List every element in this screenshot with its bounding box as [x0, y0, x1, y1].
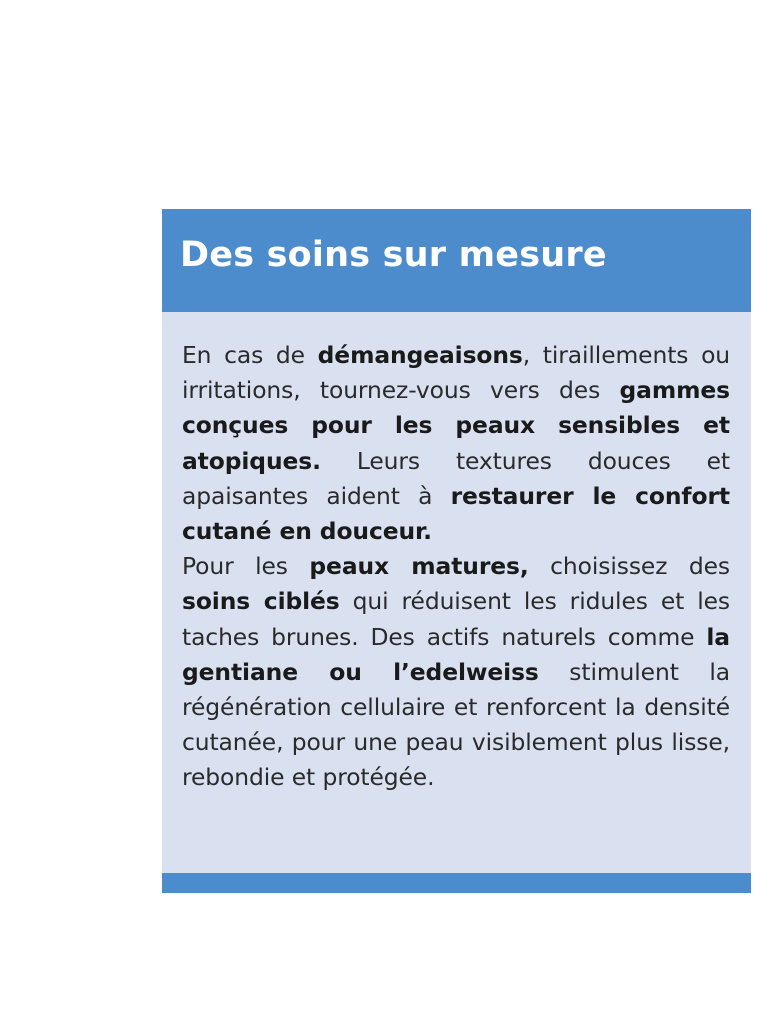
highlight-text: soins ciblés [182, 587, 340, 616]
highlight-text: la gentiane ou l’edelweiss [182, 622, 730, 686]
info-box-header [162, 209, 751, 312]
text-segment: Pour les [182, 552, 310, 581]
paragraph-mature-skin [182, 549, 730, 795]
info-box-title: Des soins sur mesure [180, 235, 607, 275]
highlight-text: gammes conçues pour les peaux sensibles et atopiques. [182, 376, 730, 475]
info-box-footer-bar [162, 873, 751, 893]
text-segment: , tiraillements ou irritations, tournez-vous vers des [182, 341, 731, 405]
highlight-text: restaurer le confort cutané en douceur. [182, 481, 730, 546]
text-segment: En cas de [182, 341, 318, 369]
highlight-text: démangeaisons [317, 341, 523, 369]
text-segment: stimulent la régénération cellulaire et renforcent la densité cutanée, pour une peau visiblement plus lisse, rebondie et protégée. [182, 657, 730, 792]
text-segment: Leurs textures douces et apaisantes aident à [182, 446, 730, 510]
highlight-text: peaux matures, [309, 552, 529, 581]
text-segment: qui réduisent les ridules et les taches brunes. Des actifs naturels comme [182, 587, 730, 651]
info-box-body [182, 338, 730, 796]
text-segment: choisissez des [528, 552, 730, 581]
info-box [162, 209, 751, 893]
paragraph-sensitive-skin [182, 338, 730, 549]
